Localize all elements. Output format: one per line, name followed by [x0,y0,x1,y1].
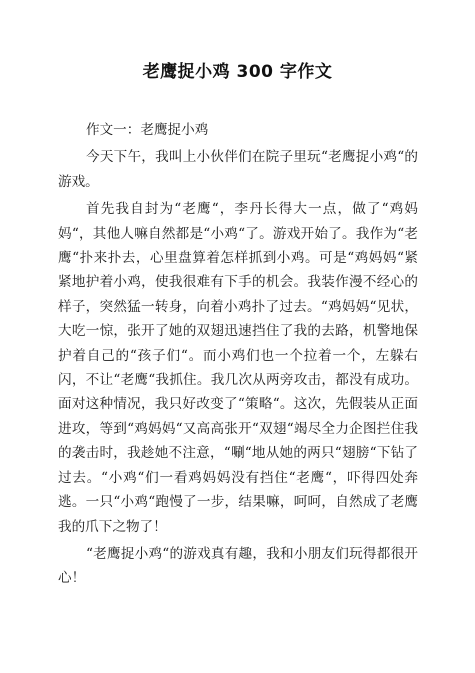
body-paragraph-2: 首先我自封为“老鹰“，李丹长得大一点，做了“鸡妈妈“，其他人嘛自然都是“小鸡“了。游戏开始了。我作为“老鹰“扑来扑去，心里盘算着怎样抓到小鸡。可是“鸡妈妈“紧紧地护着小鸡，使我很难有下手的机会。我装作漫不经心的样子，突然猛一转身，向着小鸡扑了过去。“鸡妈妈“见状，大吃一惊，张开了她的双翅迅速挡住了我的去路，机警地保护着自己的“孩子们“。而小鸡们也一个拉着一个，左躲右闪，不让“老鹰“我抓住。我几次从两旁攻击，都没有成功。面对这种情况，我只好改变了“策略“。这次，先假装从正面进攻，等到“鸡妈妈“又高高张开“双翅“竭尽全力企图拦住我的袭击时，我趁她不注意，“唰“地从她的两只“翅膀“下钻了过去。“小鸡“们一看鸡妈妈没有挡住“老鹰“，吓得四处奔逃。一只“小鸡“跑慢了一步，结果嘛，呵呵，自然成了老鹰我的爪下之物了！ [58,201,418,535]
body-paragraph-1: 今天下午，我叫上小伙伴们在院子里玩“老鹰捉小鸡“的游戏。 [58,149,418,190]
body-paragraph-3: “老鹰捉小鸡“的游戏真有趣，我和小朋友们玩得都很开心！ [58,545,418,587]
document-title: 老鹰捉小鸡 300 字作文 [142,62,333,82]
subtitle-paragraph: 作文一：老鹰捉小鸡 [86,122,209,138]
document-body [58,118,418,591]
